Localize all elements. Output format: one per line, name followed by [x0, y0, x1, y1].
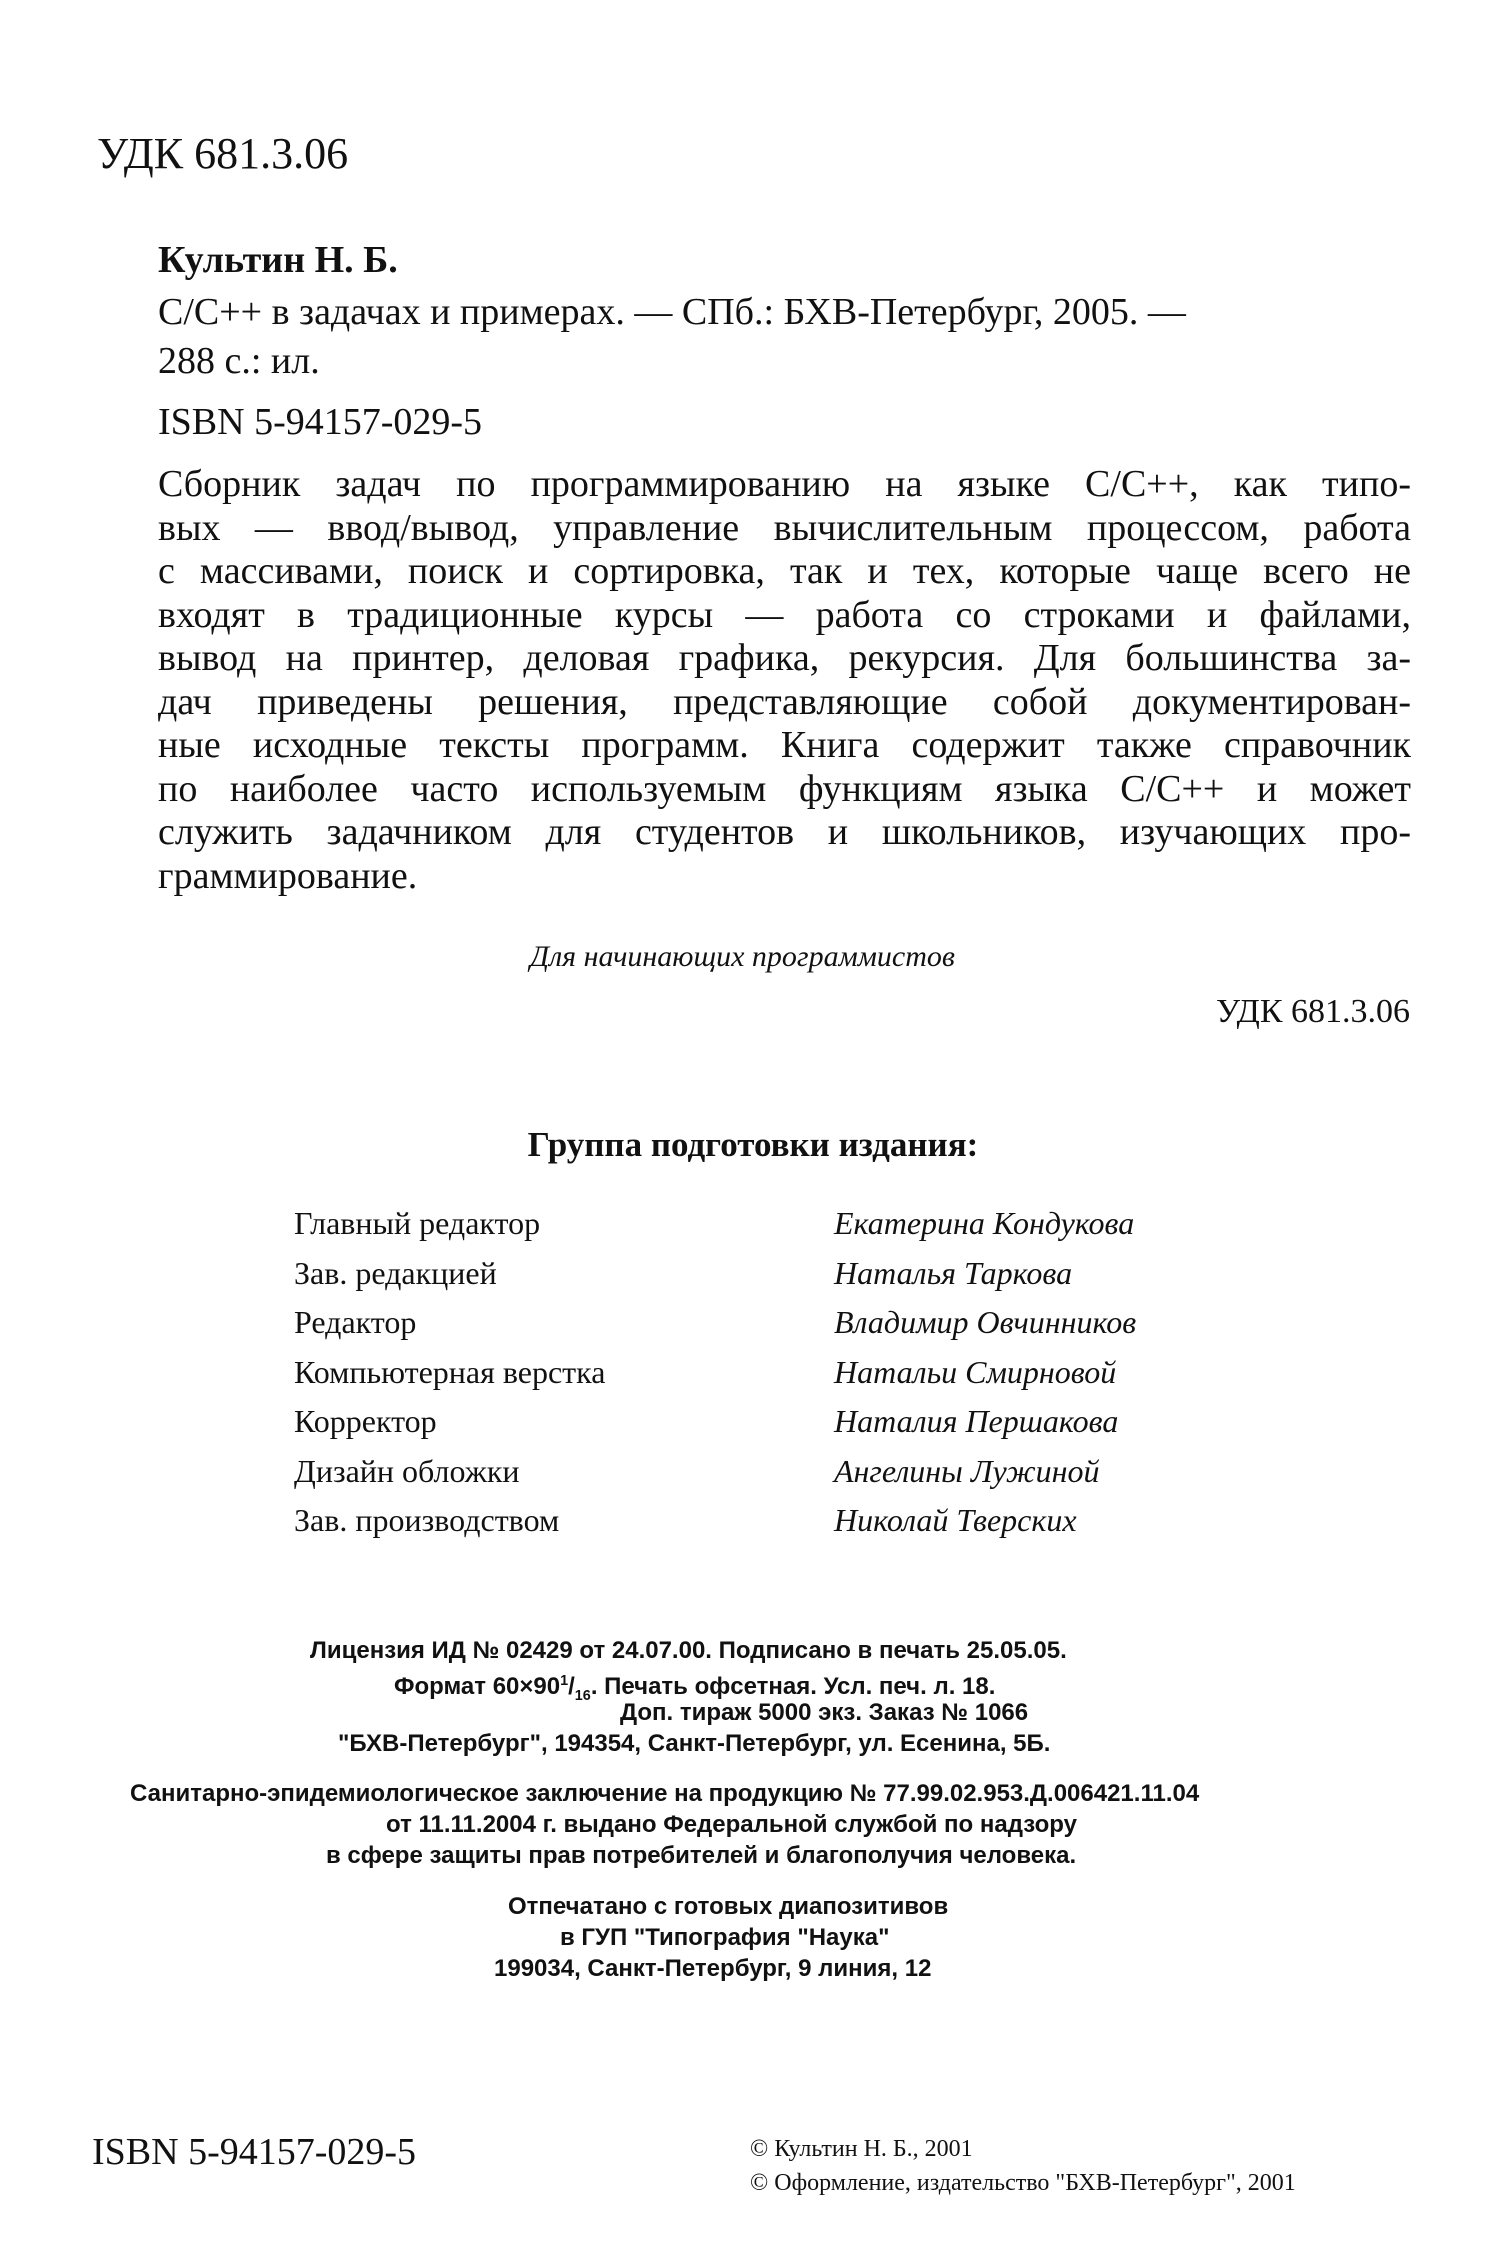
bibliographic-line-2: 288 с.: ил. — [158, 340, 320, 382]
format-suffix: . Печать офсетная. Усл. печ. л. 18. — [590, 1673, 996, 1700]
abstract — [158, 463, 1411, 898]
staff-name: Екатерина Кондукова — [834, 1205, 1135, 1241]
abstract-line: входят в традиционные курсы — работа со строками и файлами, — [158, 593, 1411, 636]
staff-row — [294, 1453, 1194, 1503]
printing-line-1: Отпечатано с готовых диапозитивов — [508, 1893, 949, 1920]
staff-row — [294, 1502, 1194, 1552]
staff-row — [294, 1403, 1194, 1453]
audience-note: Для начинающих программистов — [530, 940, 955, 973]
copyright-author: © Культин Н. Б., 2001 — [750, 2136, 973, 2162]
sanitary-line-2: от 11.11.2004 г. выдано Федеральной службой по надзору — [386, 1811, 1077, 1838]
bibliographic-line-1: С/С++ в задачах и примерах. — СПб.: БХВ-Петербург, 2005. — — [158, 291, 1186, 333]
staff-row — [294, 1304, 1194, 1354]
staff-role: Главный редактор — [294, 1205, 541, 1241]
sanitary-line-3: в сфере защиты прав потребителей и благополучия человека. — [326, 1842, 1077, 1869]
staff-list — [294, 1205, 1194, 1552]
abstract-line: вых — ввод/вывод, управление вычислительным процессом, работа — [158, 506, 1411, 549]
udk-code-top: УДК 681.3.06 — [97, 129, 349, 178]
staff-role: Зав. производством — [294, 1502, 560, 1538]
format-prefix: Формат 60×90 — [394, 1673, 561, 1700]
printing-line-3: 199034, Санкт-Петербург, 9 линия, 12 — [494, 1955, 932, 1982]
abstract-line: по наиболее часто используемым функциям языка С/С++ и может — [158, 767, 1411, 810]
staff-row — [294, 1255, 1194, 1305]
staff-role: Зав. редакцией — [294, 1254, 497, 1291]
copyright-publisher: © Оформление, издательство "БХВ-Петербург", 2001 — [750, 2170, 1296, 2196]
abstract-line: дач приведены решения, представляющие собой документирован- — [158, 680, 1411, 723]
abstract-line: Сборник задач по программированию на языке С/С++, как типо- — [158, 463, 1411, 505]
staff-name: Владимир Овчинников — [834, 1304, 1137, 1340]
staff-role: Редактор — [294, 1304, 417, 1340]
abstract-line: вывод на принтер, деловая графика, рекурсия. Для большинства за- — [158, 637, 1411, 679]
format-line: Формат $60\times 90^1/_{16}$. Печать офсетная. Усл. печ. л. 18. — [394, 1673, 996, 1704]
staff-name: Ангелины Лужиной — [834, 1452, 1100, 1489]
abstract-line: граммирование. — [158, 854, 418, 897]
abstract-line: служить задачником для студентов и школьников, изучающих про- — [158, 811, 1411, 853]
staff-name: Наталья Таркова — [834, 1254, 1073, 1291]
format-fraction-numerator: 1 — [560, 1673, 569, 1689]
abstract-line: ные исходные тексты программ. Книга содержит также справочник — [158, 724, 1411, 766]
staff-name: Николай Тверских — [834, 1502, 1077, 1538]
author-name: Культин Н. Б. — [158, 239, 398, 281]
udk-code-right: УДК 681.3.06 — [1215, 993, 1410, 1030]
staff-name: Наталия Першакова — [834, 1403, 1119, 1439]
staff-role: Дизайн обложки — [294, 1452, 520, 1489]
staff-row — [294, 1354, 1194, 1404]
staff-name: Натальи Смирновой — [834, 1353, 1117, 1390]
publisher-address: "БХВ-Петербург", 194354, Санкт-Петербург, ул. Есенина, 5Б. — [338, 1730, 1051, 1757]
editorial-group-title: Группа подготовки издания: — [527, 1125, 979, 1164]
abstract-line: с массивами, поиск и сортировка, так и тех, которые чаще всего не — [158, 550, 1411, 592]
staff-role: Компьютерная верстка — [294, 1353, 606, 1390]
sanitary-line-1: Санитарно-эпидемиологическое заключение на продукцию № 77.99.02.953.Д.006421.11.04 — [130, 1780, 1200, 1807]
print-run-line: Доп. тираж 5000 экз. Заказ № 1066 — [620, 1699, 1029, 1726]
format-fraction-denominator: 16 — [574, 1687, 591, 1704]
license-line: Лицензия ИД № 02429 от 24.07.00. Подписано в печать 25.05.05. — [310, 1637, 1067, 1664]
printing-line-2: в ГУП "Типография "Наука" — [560, 1924, 890, 1951]
staff-role: Корректор — [294, 1403, 437, 1439]
staff-row — [294, 1205, 1194, 1255]
isbn-top: ISBN 5-94157-029-5 — [158, 401, 483, 443]
isbn-bottom: ISBN 5-94157-029-5 — [92, 2131, 417, 2173]
